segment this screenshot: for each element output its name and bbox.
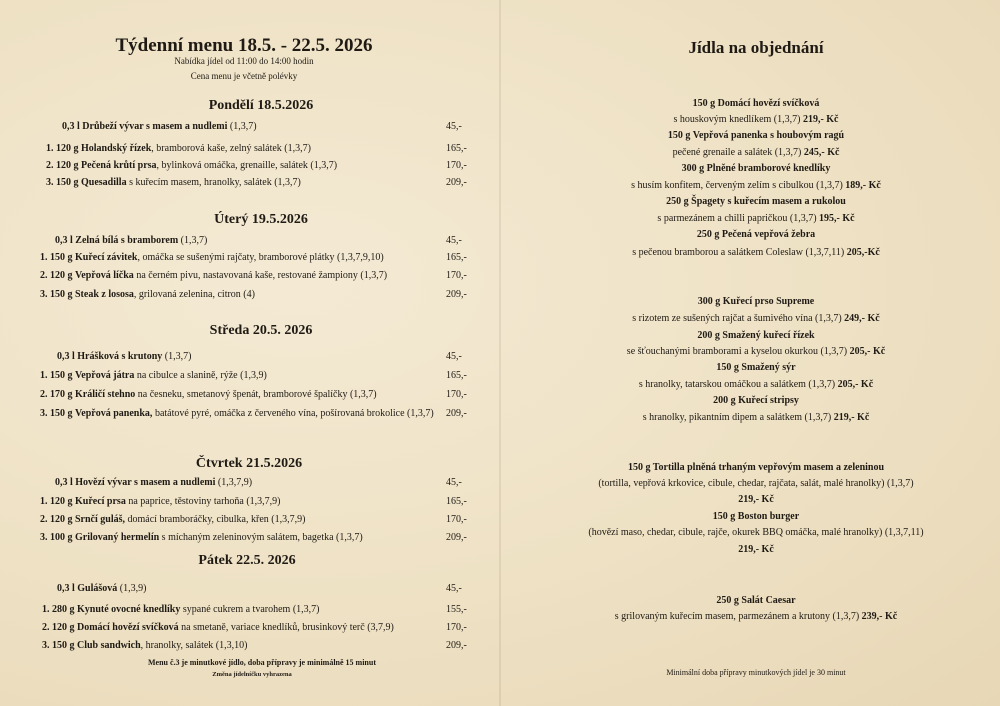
menu-item xyxy=(40,370,267,381)
item-description: , omáčka se sušenými rajčaty, bramborové plátky (1,3,7,9,10) xyxy=(137,252,384,263)
item-portion: 1. 150 g xyxy=(40,252,73,263)
item-description: (1,3,7) xyxy=(178,235,208,246)
item-price: 209,- xyxy=(446,289,467,300)
order-item-description: s houskovým knedlíkem (1,3,7) xyxy=(673,114,801,125)
item-price: 45,- xyxy=(446,583,462,594)
order-item-name: 250 g Salát Caesar xyxy=(716,595,796,606)
order-item-description: s grilovaným kuřecím masem, parmezánem a krutony (1,3,7) xyxy=(614,611,860,622)
item-description: , grilovaná zelenina, citron (4) xyxy=(133,289,255,300)
menu-footnote: Menu č.3 je minutkové jídlo, doba přípravy je minimálně 15 minut xyxy=(147,658,377,667)
order-item-line xyxy=(632,313,879,324)
item-description: na česneku, smetanový špenát, bramborové špalíčky (1,3,7) xyxy=(135,389,377,400)
menu-hours: Nabídka jídel od 11:00 do 14:00 hodin xyxy=(174,56,314,66)
item-name: Vepřová panenka, xyxy=(75,408,153,419)
item-description: s míchaným zeleninovým salátem, bagetka (1,3,7) xyxy=(159,532,363,543)
item-name: Hovězí vývar s masem a nudlemi xyxy=(75,477,216,488)
item-portion: 3. 100 g xyxy=(40,532,73,543)
item-price: 165,- xyxy=(446,143,467,154)
menu-item xyxy=(46,160,337,171)
item-portion: 2. 120 g xyxy=(46,160,79,171)
soup-item xyxy=(55,477,252,488)
order-item-name: 300 g Kuřecí prso Supreme xyxy=(697,296,815,307)
item-price: 170,- xyxy=(446,622,467,633)
order-item-description: se šťouchanými bramborami a kyselou okurkou (1,3,7) xyxy=(626,346,848,357)
order-item-line xyxy=(588,527,923,538)
item-description: na černém pivu, nastavovaná kaše, restované žampiony (1,3,7) xyxy=(133,270,388,281)
item-name: Hrášková s krutony xyxy=(77,351,163,362)
item-price: 170,- xyxy=(446,389,467,400)
day-heading: Pondělí 18.5.2026 xyxy=(208,98,314,113)
menu-item xyxy=(40,408,434,419)
item-portion: 2. 120 g xyxy=(42,622,75,633)
item-price: 165,- xyxy=(446,496,467,507)
soup-item xyxy=(57,583,146,594)
item-portion: 0,3 l xyxy=(55,235,73,246)
item-name: Kuřecí prsa xyxy=(75,496,126,507)
item-portion: 1. 120 g xyxy=(46,143,79,154)
menu-item xyxy=(46,177,301,188)
order-item-line xyxy=(627,346,885,357)
item-name: Domácí hovězí svíčková xyxy=(77,622,179,633)
soup-item xyxy=(57,351,191,362)
order-item-name: 150 g Smažený sýr xyxy=(716,362,796,373)
menu-item xyxy=(40,496,281,507)
order-item-name: 150 g Vepřová panenka s houbovým ragú xyxy=(667,130,845,141)
soup-item xyxy=(62,121,257,132)
soup-item xyxy=(55,235,207,246)
day-heading: Pátek 22.5. 2026 xyxy=(198,553,296,568)
order-item-name: 150 g Domácí hovězí svíčková xyxy=(692,98,820,109)
item-portion: 0,3 l xyxy=(62,121,80,132)
menu-item xyxy=(40,389,377,400)
item-portion: 0,3 l xyxy=(57,351,75,362)
item-portion: 0,3 l xyxy=(55,477,73,488)
day-heading: Středa 20.5. 2026 xyxy=(209,323,313,338)
item-price: 209,- xyxy=(446,640,467,651)
day-heading: Čtvrtek 21.5.2026 xyxy=(195,456,303,471)
item-name: Quesadilla xyxy=(81,177,127,188)
order-item-name: 250 g Špagety s kuřecím masem a rukolou xyxy=(666,196,846,207)
item-description: na smetaně, variace knedlíků, brusinkový terč (3,7,9) xyxy=(178,622,394,633)
item-description: , hranolky, salátek (1,3,10) xyxy=(140,640,248,651)
item-portion: 1. 150 g xyxy=(40,370,73,381)
item-description: (1,3,9) xyxy=(117,583,147,594)
menu-price-note: Cena menu je včetně polévky xyxy=(190,71,298,81)
order-item-description: (tortilla, vepřová krkovice, cibule, chedar, rajčata, salát, malé hranolky) (1,3,7) xyxy=(598,478,914,489)
item-name: Kynuté ovocné knedlíky xyxy=(77,604,181,615)
order-item-line xyxy=(632,247,880,258)
item-price: 209,- xyxy=(446,177,467,188)
item-name: Vepřová líčka xyxy=(75,270,134,281)
order-item-price: 249,- Kč xyxy=(844,313,880,324)
item-name: Holandský řízek xyxy=(81,143,152,154)
order-item-line xyxy=(639,379,873,390)
item-description: sypané cukrem a tvarohem (1,3,7) xyxy=(180,604,320,615)
item-price: 45,- xyxy=(446,477,462,488)
order-item-price: 205,- Kč xyxy=(849,346,886,357)
order-item-price: 239,- Kč xyxy=(861,611,898,622)
item-name: Gulášová xyxy=(77,583,118,594)
order-item-name: 200 g Kuřecí stripsy xyxy=(713,395,799,406)
item-price: 165,- xyxy=(446,370,467,381)
order-item-line xyxy=(615,611,897,622)
order-item-description: s husím konfitem, červeným zelím s cibulkou (1,3,7) xyxy=(631,180,843,191)
item-price: 45,- xyxy=(446,351,462,362)
menu-item xyxy=(42,604,319,615)
order-item-name: 250 g Pečená vepřová žebra xyxy=(696,229,816,240)
item-description: na paprice, těstoviny tarhoňa (1,3,7,9) xyxy=(125,496,281,507)
menu-item xyxy=(46,143,311,154)
order-item-name: 300 g Plněné bramborové knedlíky xyxy=(681,163,831,174)
order-menu-page xyxy=(500,0,1000,706)
item-portion: 2. 120 g xyxy=(40,270,73,281)
item-price: 170,- xyxy=(446,514,467,525)
item-portion: 2. 170 g xyxy=(40,389,73,400)
order-item-line xyxy=(631,180,881,191)
order-item-price: 245,- Kč xyxy=(803,147,840,158)
item-price: 165,- xyxy=(446,252,467,263)
menu-item xyxy=(40,289,255,300)
order-item-price: 205,-Kč xyxy=(846,247,880,258)
item-description: , bramborová kaše, zelný salátek (1,3,7) xyxy=(151,143,311,154)
item-name: Grilovaný hermelín xyxy=(75,532,160,543)
menu-item xyxy=(42,640,247,651)
item-name: Zelná bílá s bramborem xyxy=(75,235,179,246)
order-item-price: 195,- Kč xyxy=(819,213,855,224)
order-item-name: 150 g Boston burger xyxy=(712,511,800,522)
weekly-menu-title: Týdenní menu 18.5. - 22.5. 2026 xyxy=(115,35,373,56)
item-portion: 0,3 l xyxy=(57,583,75,594)
order-item-description: s pečenou bramborou a salátkem Coleslaw (1,3,7,11) xyxy=(632,247,845,258)
item-price: 170,- xyxy=(446,270,467,281)
item-price: 209,- xyxy=(446,408,467,419)
item-description: , bylinková omáčka, grenaille, salátek (1,3,7) xyxy=(156,160,338,171)
order-item-price: 189,- Kč xyxy=(845,180,881,191)
order-item-description: s hranolky, tatarskou omáčkou a salátkem (1,3,7) xyxy=(638,379,836,390)
item-price: 45,- xyxy=(446,121,462,132)
item-description: (1,3,7) xyxy=(227,121,257,132)
item-name: Kuřecí závitek xyxy=(75,252,138,263)
order-item-price: 219,- Kč xyxy=(738,544,774,555)
item-portion: 1. 280 g xyxy=(42,604,75,615)
order-item-line xyxy=(643,412,870,423)
item-name: Drůbeží vývar s masem a nudlemi xyxy=(82,121,228,132)
item-portion: 3. 150 g xyxy=(40,289,73,300)
order-item-description: pečené grenaile a salátek (1,3,7) xyxy=(672,147,802,158)
item-description: (1,3,7,9) xyxy=(215,477,253,488)
order-item-line xyxy=(657,213,854,224)
item-portion: 3. 150 g xyxy=(42,640,75,651)
item-portion: 3. 150 g xyxy=(40,408,73,419)
item-description: batátové pyré, omáčka z červeného vína, pošírovaná brokolice (1,3,7) xyxy=(152,408,434,419)
item-name: Club sandwich xyxy=(77,640,141,651)
menu-item xyxy=(40,514,305,525)
item-description: na cibulce a slanině, rýže (1,3,9) xyxy=(134,370,267,381)
item-name: Srnčí guláš, xyxy=(75,514,126,525)
item-portion: 3. 150 g xyxy=(46,177,79,188)
item-name: Pečená krůtí prsa xyxy=(81,160,157,171)
item-price: 155,- xyxy=(446,604,467,615)
item-price: 209,- xyxy=(446,532,467,543)
item-price: 45,- xyxy=(446,235,462,246)
order-item-line xyxy=(598,478,913,489)
day-heading: Úterý 19.5.2026 xyxy=(214,212,308,227)
order-item-price: 219,- Kč xyxy=(833,412,870,423)
order-menu-title: Jídla na objednání xyxy=(688,38,824,57)
item-name: Králičí stehno xyxy=(75,389,136,400)
menu-item xyxy=(40,532,363,543)
menu-item xyxy=(40,270,387,281)
item-price: 170,- xyxy=(446,160,467,171)
order-item-description: s hranolky, pikantním dipem a salátkem (1,3,7) xyxy=(642,412,832,423)
order-item-line xyxy=(674,114,839,125)
item-name: Vepřová játra xyxy=(75,370,135,381)
menu-change-note: Změna jídelníčku vyhrazena xyxy=(212,671,292,678)
order-item-price: 205,- Kč xyxy=(837,379,874,390)
menu-item xyxy=(42,622,394,633)
item-description: domácí bramboráčky, cibulka, křen (1,3,7,9) xyxy=(125,514,306,525)
order-item-line xyxy=(673,147,840,158)
order-menu-footer: Minimální doba přípravy minutkových jídel je 30 minut xyxy=(666,668,846,677)
order-item-name: 150 g Tortilla plněná trhaným vepřovým masem a zeleninou xyxy=(627,462,885,473)
item-name: Steak z lososa xyxy=(75,289,134,300)
order-item-description: (hovězí maso, chedar, cibule, rajče, okurek BBQ omáčka, malé hranolky) (1,3,7,11) xyxy=(588,527,924,538)
order-item-description: s parmezánem a chilli papričkou (1,3,7) xyxy=(657,213,817,224)
item-portion: 1. 120 g xyxy=(40,496,73,507)
order-item-price: 219,- Kč xyxy=(738,494,774,505)
item-portion: 2. 120 g xyxy=(40,514,73,525)
item-description: (1,3,7) xyxy=(162,351,192,362)
order-item-name: 200 g Smažený kuřecí řízek xyxy=(697,330,815,341)
menu-item xyxy=(40,252,384,263)
order-item-price: 219,- Kč xyxy=(802,114,839,125)
item-description: s kuřecím masem, hranolky, salátek (1,3,7) xyxy=(126,177,301,188)
order-item-description: s rizotem ze sušených rajčat a šumivého vína (1,3,7) xyxy=(632,313,842,324)
